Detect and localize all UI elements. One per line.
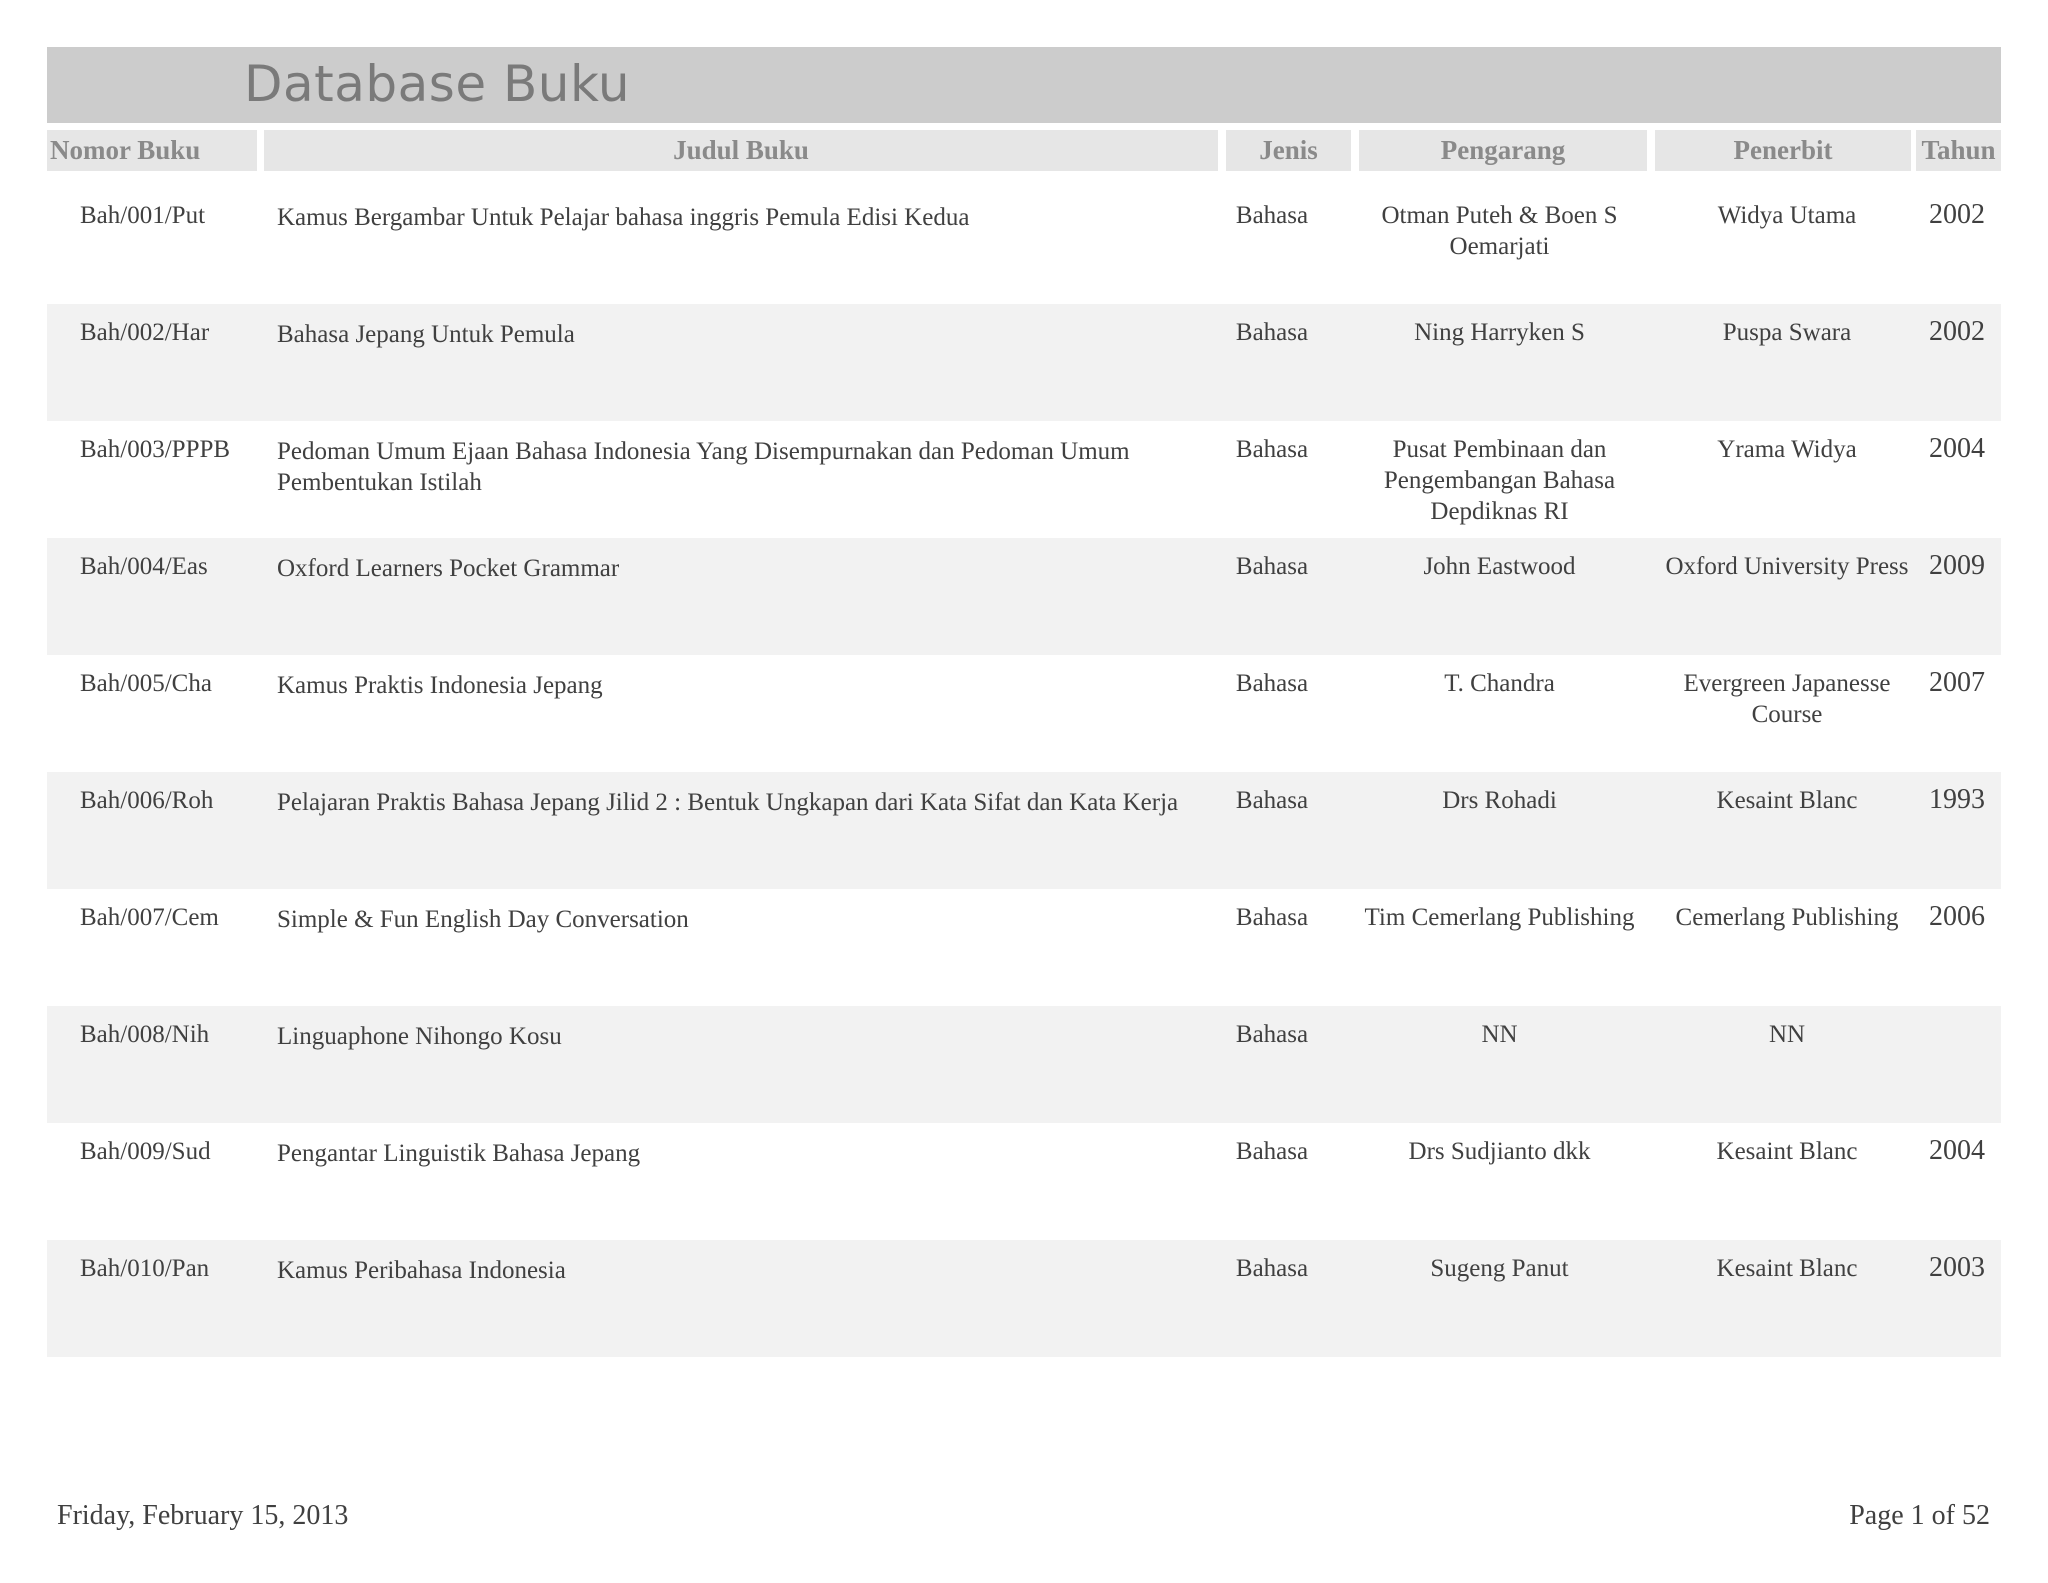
cell-pengarang: Sugeng Panut	[1430, 1255, 1569, 1282]
cell-nomor-buku: Bah/002/Har	[80, 319, 210, 346]
cell-judul-buku: Pedoman Umum Ejaan Bahasa Indonesia Yang Disempurnakan dan Pedoman Umum Pembentukan Istilah	[277, 438, 1130, 496]
cell-jenis: Bahasa	[1235, 670, 1309, 697]
cell-jenis: Bahasa	[1235, 553, 1309, 580]
cell-judul-buku: Simple & Fun English Day Conversation	[277, 906, 689, 933]
cell-jenis: Bahasa	[1235, 436, 1309, 463]
cell-jenis: Bahasa	[1235, 319, 1309, 346]
cell-penerbit: Kesaint Blanc	[1716, 787, 1858, 814]
cell-nomor-buku: Bah/004/Eas	[80, 553, 208, 580]
cell-pengarang: Drs Rohadi	[1442, 787, 1557, 814]
cell-penerbit: Yrama Widya	[1717, 436, 1857, 463]
header-judul-buku: Judul Buku	[264, 130, 1218, 171]
cell-tahun: 2007	[1929, 667, 1985, 698]
cell-penerbit: Evergreen Japanesse Course	[1683, 670, 1891, 728]
cell-nomor-buku: Bah/010/Pan	[80, 1255, 210, 1282]
table-row	[47, 655, 2001, 772]
header-jenis: Jenis	[1226, 130, 1351, 171]
cell-penerbit: Kesaint Blanc	[1716, 1255, 1858, 1282]
cell-tahun: 2009	[1929, 550, 1985, 581]
cell-pengarang: Drs Sudjianto dkk	[1408, 1138, 1591, 1165]
header-penerbit: Penerbit	[1655, 130, 1911, 171]
cell-pengarang: NN	[1481, 1021, 1518, 1048]
cell-penerbit: Cemerlang Publishing	[1675, 904, 1899, 931]
table-row	[47, 1240, 2001, 1357]
cell-judul-buku: Kamus Peribahasa Indonesia	[277, 1257, 566, 1284]
header-tahun: Tahun	[1916, 130, 2001, 171]
cell-penerbit: Oxford University Press	[1665, 553, 1909, 580]
cell-judul-buku: Pengantar Linguistik Bahasa Jepang	[277, 1140, 641, 1167]
cell-tahun: 1993	[1929, 784, 1985, 815]
cell-pengarang: Ning Harryken S	[1414, 319, 1585, 346]
cell-judul-buku: Kamus Praktis Indonesia Jepang	[277, 672, 603, 699]
cell-pengarang: John Eastwood	[1423, 553, 1576, 580]
cell-judul-buku: Oxford Learners Pocket Grammar	[277, 555, 620, 582]
cell-penerbit: Puspa Swara	[1722, 319, 1852, 346]
cell-tahun: 2006	[1929, 901, 1985, 932]
cell-nomor-buku: Bah/007/Cem	[80, 904, 219, 931]
table-row	[47, 1006, 2001, 1123]
table-row	[47, 187, 2001, 304]
cell-jenis: Bahasa	[1235, 904, 1309, 931]
cell-penerbit: Widya Utama	[1717, 202, 1857, 229]
cell-penerbit: Kesaint Blanc	[1716, 1138, 1858, 1165]
cell-nomor-buku: Bah/005/Cha	[80, 670, 212, 697]
cell-jenis: Bahasa	[1235, 1255, 1309, 1282]
cell-tahun: 2003	[1929, 1252, 1985, 1283]
cell-nomor-buku: Bah/008/Nih	[80, 1021, 210, 1048]
cell-tahun: 2002	[1929, 199, 1985, 230]
table-row	[47, 889, 2001, 1006]
header-pengarang: Pengarang	[1359, 130, 1647, 171]
cell-jenis: Bahasa	[1235, 202, 1309, 229]
table-row	[47, 538, 2001, 655]
table-row	[47, 304, 2001, 421]
cell-pengarang: Pusat Pembinaan dan Pengembangan Bahasa Depdiknas RI	[1383, 436, 1616, 525]
table-row	[47, 1123, 2001, 1240]
cell-nomor-buku: Bah/003/PPPB	[80, 436, 231, 463]
cell-pengarang: Tim Cemerlang Publishing	[1364, 904, 1635, 931]
cell-judul-buku: Bahasa Jepang Untuk Pemula	[277, 321, 575, 348]
report-title: Database Buku	[244, 55, 631, 113]
footer-date: Friday, February 15, 2013	[57, 1500, 349, 1531]
table-row	[47, 421, 2001, 538]
cell-nomor-buku: Bah/006/Roh	[80, 787, 214, 814]
cell-nomor-buku: Bah/009/Sud	[80, 1138, 211, 1165]
cell-penerbit: NN	[1768, 1021, 1806, 1048]
cell-judul-buku: Kamus Bergambar Untuk Pelajar bahasa inggris Pemula Edisi Kedua	[277, 204, 970, 231]
cell-tahun: 2004	[1929, 1135, 1985, 1166]
cell-tahun: 2004	[1929, 433, 1985, 464]
header-nomor-buku: Nomor Buku	[47, 130, 257, 171]
cell-judul-buku: Linguaphone Nihongo Kosu	[277, 1023, 562, 1050]
cell-tahun: 2002	[1929, 316, 1985, 347]
cell-jenis: Bahasa	[1235, 787, 1309, 814]
cell-jenis: Bahasa	[1235, 1021, 1309, 1048]
footer-page-number: Page 1 of 52	[1849, 1500, 1990, 1531]
cell-judul-buku: Pelajaran Praktis Bahasa Jepang Jilid 2 : Bentuk Ungkapan dari Kata Sifat dan Kata Kerja	[277, 789, 1179, 816]
table-row	[47, 772, 2001, 889]
cell-pengarang: Otman Puteh & Boen S Oemarjati	[1381, 202, 1618, 260]
cell-pengarang: T. Chandra	[1444, 670, 1555, 697]
cell-jenis: Bahasa	[1235, 1138, 1309, 1165]
cell-nomor-buku: Bah/001/Put	[80, 202, 206, 229]
report-title-bar	[47, 47, 2001, 123]
